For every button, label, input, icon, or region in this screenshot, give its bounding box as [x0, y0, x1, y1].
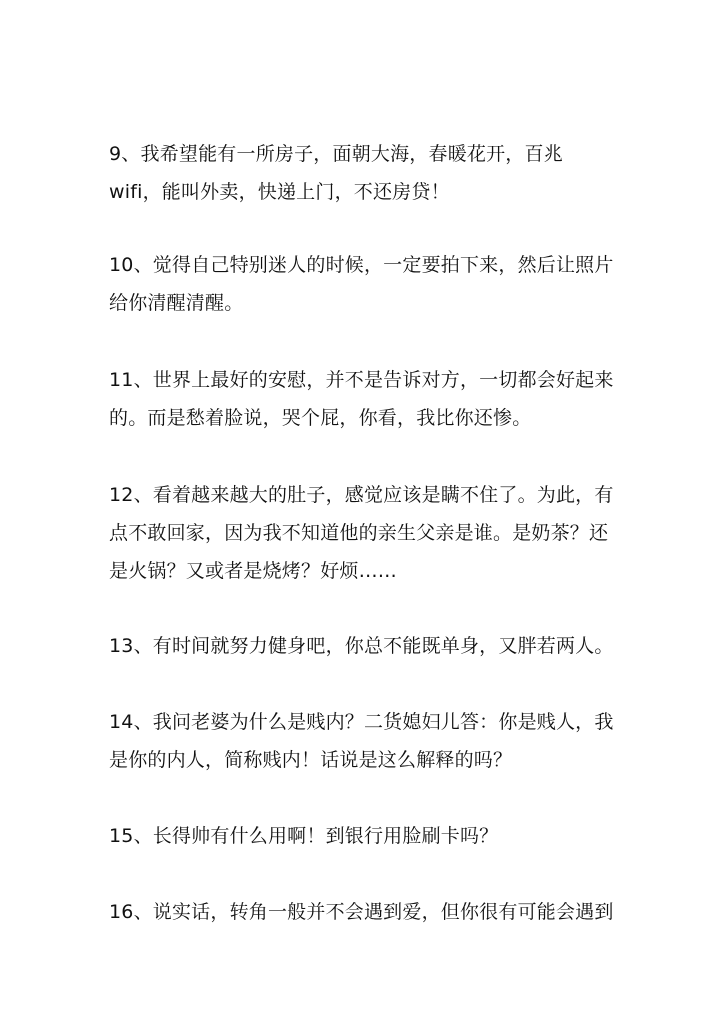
- joke-paragraph-12: [109, 476, 619, 590]
- paragraph-line: 13、有时间就努力健身吧，你总不能既单身，又胖若两人。: [109, 635, 614, 657]
- paragraph-line: 的。而是愁着脸说，哭个屁，你看，我比你还惨。: [109, 407, 532, 429]
- joke-paragraph-10: [109, 246, 619, 322]
- paragraph-line: 16、说实话，转角一般并不会遇到爱，但你很有可能会遇到: [109, 901, 614, 923]
- paragraph-line: 14、我问老婆为什么是贱内？二货媳妇儿答：你是贱人，我: [109, 711, 614, 733]
- paragraph-line: 10、觉得自己特别迷人的时候，一定要拍下来，然后让照片: [109, 254, 614, 276]
- paragraph-line: 9、我希望能有一所房子，面朝大海，春暖花开，百兆: [109, 143, 563, 165]
- paragraph-line: 点不敢回家，因为我不知道他的亲生父亲是谁。是奶茶？还: [109, 522, 609, 544]
- joke-paragraph-11: [109, 361, 619, 437]
- joke-paragraph-9: [109, 135, 619, 211]
- joke-paragraph-13: [109, 627, 619, 665]
- paragraph-line: 给你清醒清醒。: [109, 292, 244, 314]
- paragraph-line: 11、世界上最好的安慰，并不是告诉对方，一切都会好起来: [109, 369, 614, 391]
- joke-paragraph-16: [109, 893, 619, 931]
- paragraph-line: 15、长得帅有什么用啊！到银行用脸刷卡吗？: [109, 825, 499, 847]
- joke-paragraph-15: [109, 817, 619, 855]
- joke-paragraph-14: [109, 703, 619, 779]
- paragraph-line: 12、看着越来越大的肚子，感觉应该是瞒不住了。为此，有: [109, 484, 614, 506]
- paragraph-line: 是你的内人，简称贱内！话说是这么解释的吗？: [109, 749, 513, 771]
- paragraph-line: 是火锅？又或者是烧烤？好烦……: [109, 560, 398, 582]
- paragraph-line: wifi，能叫外卖，快递上门，不还房贷！: [109, 181, 450, 203]
